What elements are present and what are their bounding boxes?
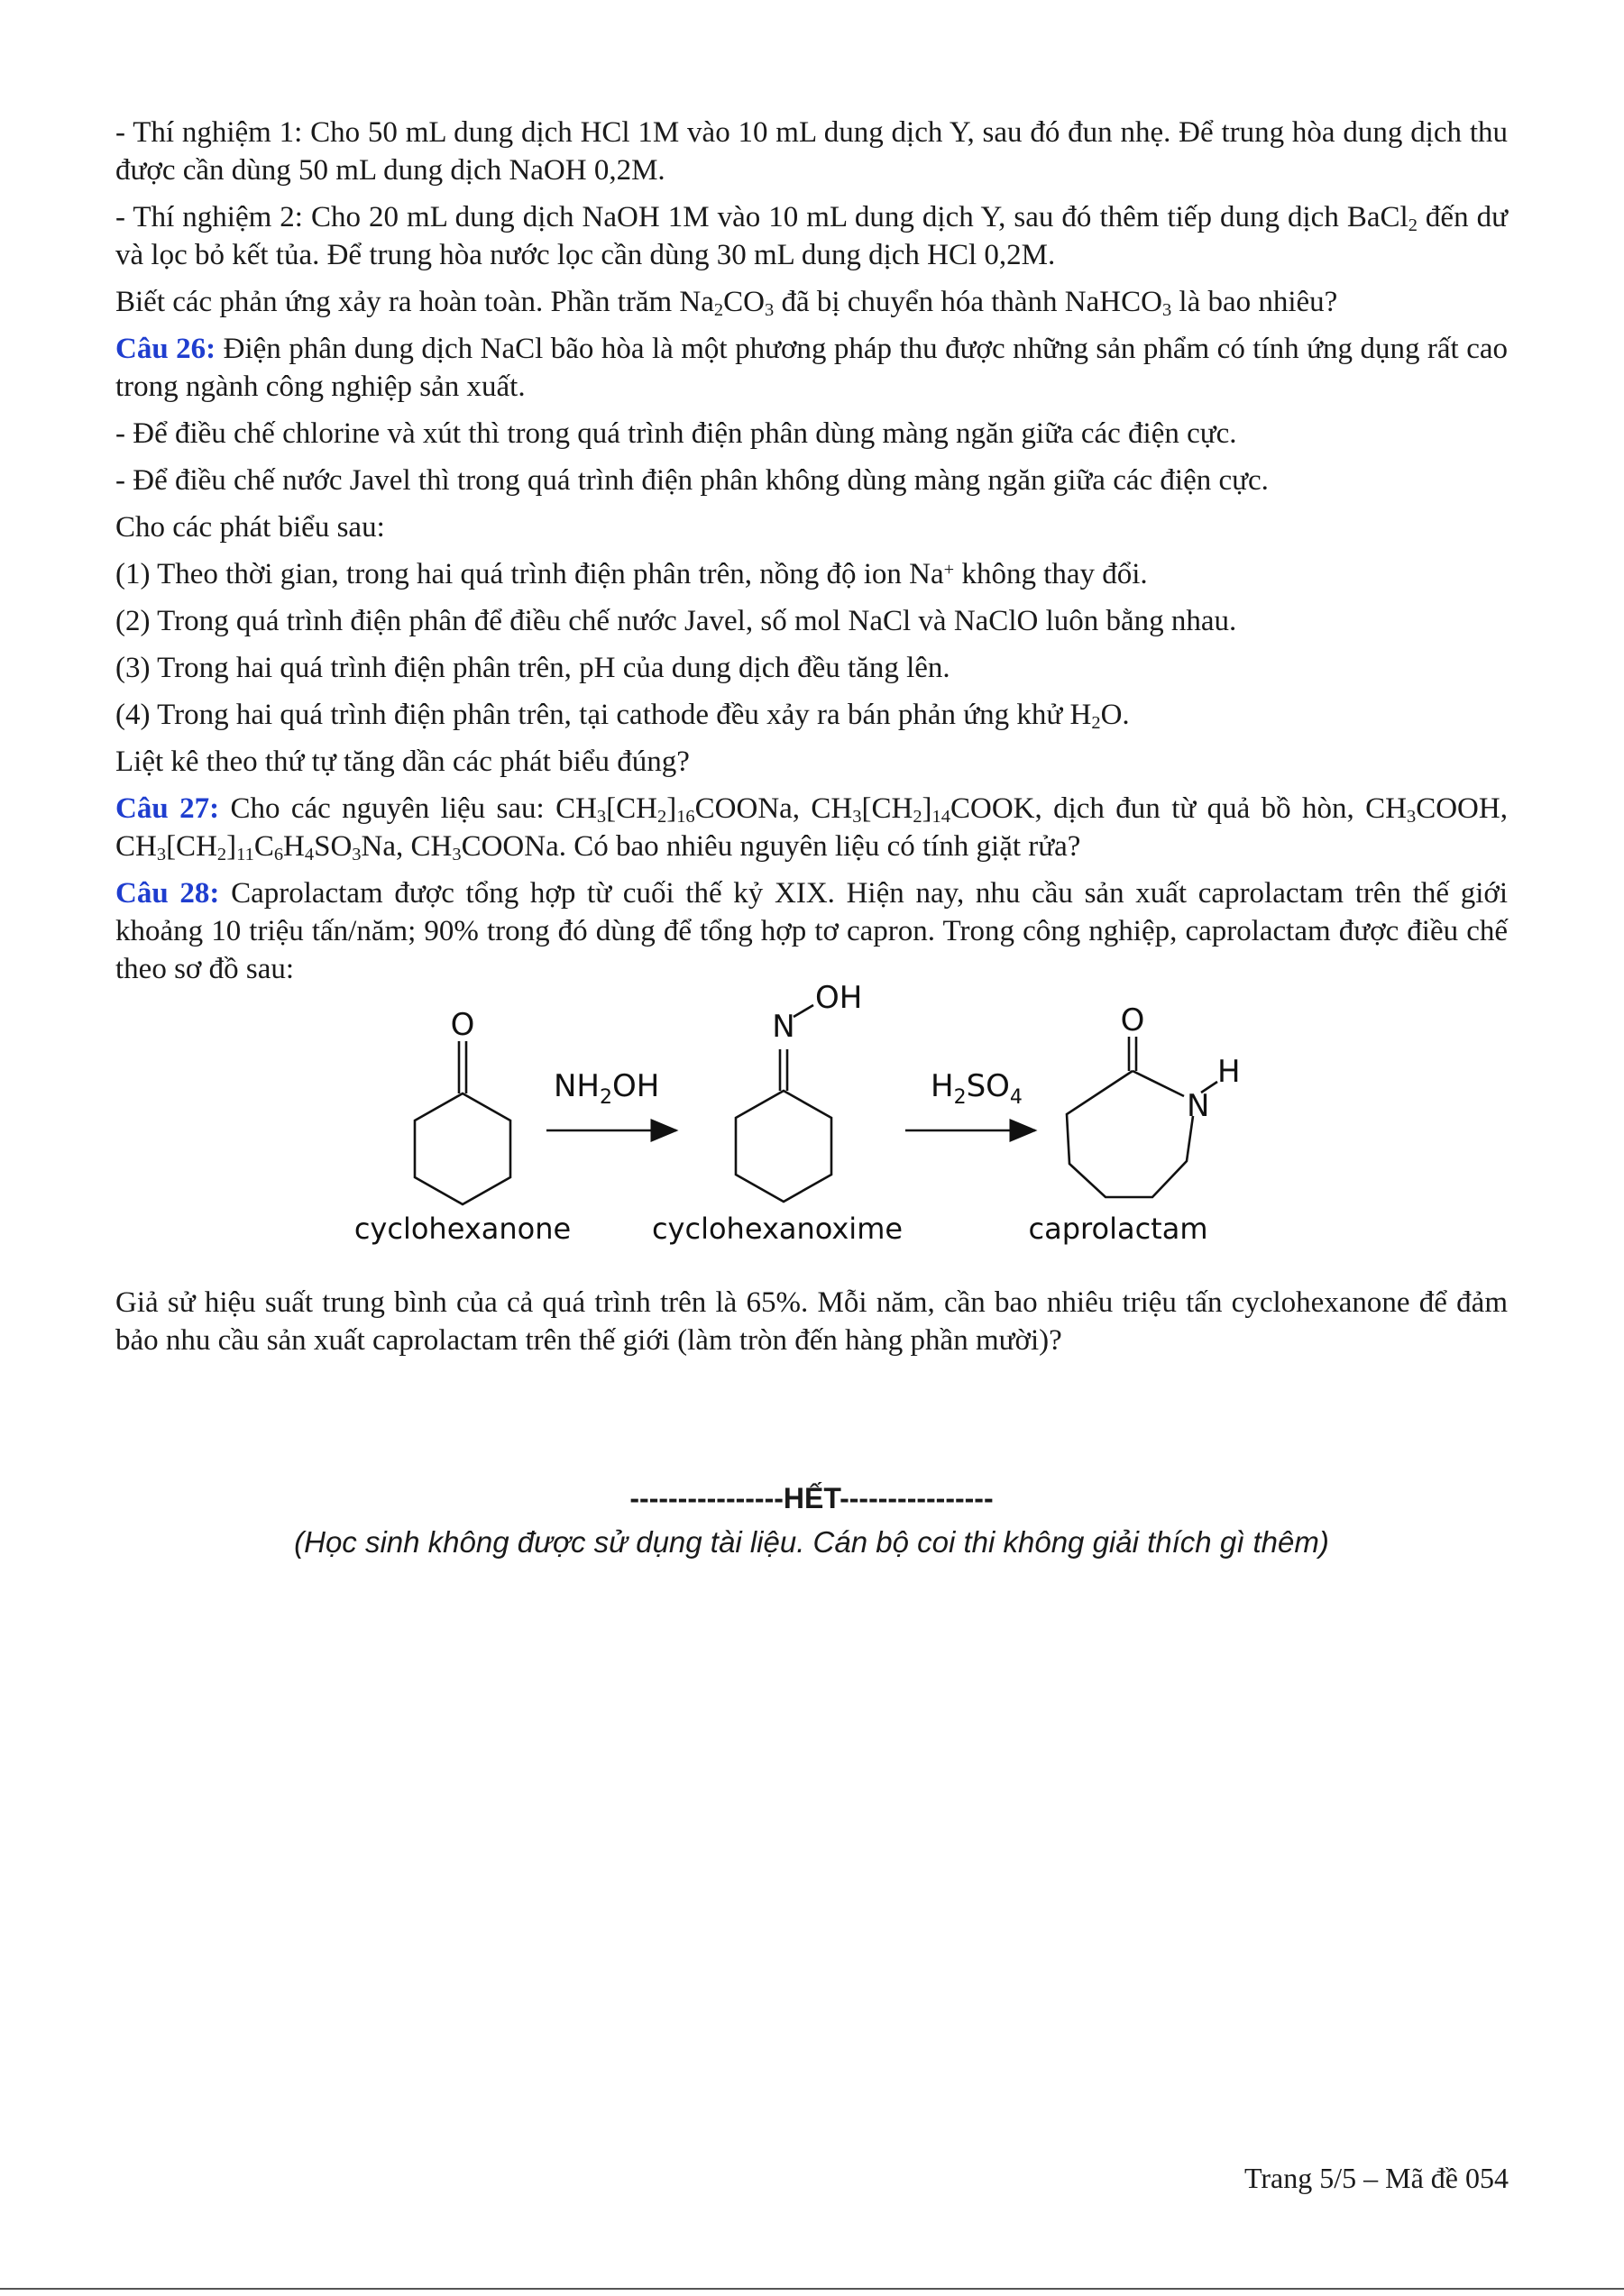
subscript: 14 bbox=[931, 807, 950, 828]
subscript: 16 bbox=[676, 807, 695, 828]
subscript: 3 bbox=[764, 300, 775, 321]
statement-4 bbox=[115, 696, 1508, 734]
subscript: 3 bbox=[1407, 807, 1417, 828]
end-block bbox=[115, 1478, 1508, 1563]
subscript: 4 bbox=[304, 845, 315, 865]
end-marker: ----------------HẾT---------------- bbox=[629, 1482, 994, 1514]
caprolactam-ring bbox=[1067, 1071, 1193, 1197]
end-note: (Học sinh không được sử dụng tài liệu. Cán bộ coi thi không giải thích gì thêm) bbox=[294, 1525, 1329, 1559]
cyclohexanone-ring bbox=[415, 1093, 510, 1204]
subscript: 11 bbox=[236, 845, 254, 865]
reagent-2 bbox=[931, 1068, 1023, 1109]
text: COOH, CH bbox=[115, 792, 1508, 863]
label-caprolactam: caprolactam bbox=[1028, 1212, 1208, 1246]
experiment-2 bbox=[115, 198, 1508, 274]
question-27 bbox=[115, 790, 1508, 865]
superscript: + bbox=[943, 559, 955, 580]
hydroxyl-group: OH bbox=[815, 980, 863, 1016]
text: COOK, dịch đun từ quả bồ hòn, CH bbox=[950, 792, 1407, 825]
text: đã bị chuyển hóa thành NaHCO bbox=[774, 286, 1162, 318]
text: Na, CH bbox=[361, 830, 453, 863]
statement-2: (2) Trong quá trình điện phân để điều chế nước Javel, số mol NaCl và NaClO luôn bằng nhau. bbox=[115, 605, 1237, 637]
text: OH bbox=[612, 1068, 660, 1104]
reaction-scheme-svg bbox=[353, 980, 1250, 1251]
subscript: 3 bbox=[852, 807, 862, 828]
subscript: 2 bbox=[216, 845, 227, 865]
text: là bao nhiêu? bbox=[1171, 286, 1338, 318]
subscript: 3 bbox=[352, 845, 362, 865]
subscript: 2 bbox=[1091, 713, 1101, 734]
question-26-line-2: - Để điều chế nước Javel thì trong quá trình điện phân không dùng màng ngăn giữa các điện cực. bbox=[115, 464, 1269, 497]
text: ] bbox=[226, 830, 237, 863]
statement-3: (3) Trong hai quá trình điện phân trên, pH của dung dịch đều tăng lên. bbox=[115, 652, 950, 684]
question-26-intro bbox=[115, 330, 1508, 406]
hydrogen-atom: H bbox=[1217, 1054, 1241, 1090]
text: H bbox=[931, 1068, 954, 1104]
label-cyclohexanoxime: cyclohexanoxime bbox=[651, 1212, 904, 1246]
oxygen-atom-1: O bbox=[450, 1007, 475, 1043]
question-28-intro bbox=[115, 874, 1508, 988]
question-26-question: Liệt kê theo thứ tự tăng dần các phát biểu đúng? bbox=[115, 746, 690, 778]
experiment-1: - Thí nghiệm 1: Cho 50 mL dung dịch HCl 1M vào 10 mL dung dịch Y, sau đó đun nhẹ. Để trung hòa dung dịch thu được cần dùng 50 mL dung dịch NaOH 0,2M. bbox=[115, 116, 1508, 187]
text: C bbox=[253, 830, 274, 863]
text: SO bbox=[314, 830, 353, 863]
text: COONa. Có bao nhiêu nguyên liệu có tính giặt rửa? bbox=[461, 830, 1081, 863]
reagent-1 bbox=[554, 1068, 659, 1109]
reaction-scheme bbox=[353, 980, 1250, 1251]
subscript: 3 bbox=[452, 845, 462, 865]
question-26-line-1: - Để điều chế chlorine và xút thì trong quá trình điện phân dùng màng ngăn giữa các điện cực. bbox=[115, 417, 1237, 450]
nitrogen-atom-oxime: N bbox=[772, 1009, 795, 1045]
text: [CH bbox=[166, 830, 217, 863]
text: O. bbox=[1100, 699, 1130, 731]
question-label: Câu 26: bbox=[115, 333, 216, 365]
question-26-prompt: Cho các phát biểu sau: bbox=[115, 511, 385, 544]
page-footer: Trang 5/5 – Mã đề 054 bbox=[1243, 2162, 1509, 2194]
subscript: 6 bbox=[273, 845, 284, 865]
nitrogen-atom-lactam: N bbox=[1187, 1088, 1210, 1124]
subscript: 2 bbox=[1408, 215, 1418, 236]
text: NH bbox=[554, 1068, 600, 1104]
text: Biết các phản ứng xảy ra hoàn toàn. Phần trăm Na bbox=[115, 286, 714, 318]
question-28-question: Giả sử hiệu suất trung bình của cả quá trình trên là 65%. Mỗi năm, cần bao nhiêu triệu tấn cyclohexanone để đảm bảo nhu cầu sản xuất caprolactam trên thế giới (làm tròn đến hàng phần mười)? bbox=[115, 1286, 1508, 1357]
question-label: Câu 28: bbox=[115, 877, 220, 910]
subscript: 2 bbox=[656, 807, 667, 828]
subscript: 2 bbox=[913, 807, 922, 828]
cyclohexanoxime-ring bbox=[736, 1091, 831, 1202]
text: không thay đổi. bbox=[954, 558, 1148, 590]
text: [CH bbox=[606, 792, 657, 825]
text: CO bbox=[723, 286, 765, 318]
text: đến dư và lọc bỏ kết tủa. Để trung hòa nước lọc cần dùng 30 mL dung dịch HCl 0,2M. bbox=[115, 201, 1508, 271]
text: H bbox=[283, 830, 305, 863]
subscript: 2 bbox=[953, 1086, 967, 1109]
question-label: Câu 27: bbox=[115, 792, 220, 825]
text: (4) Trong hai quá trình điện phân trên, tại cathode đều xảy ra bán phản ứng khử H bbox=[115, 699, 1092, 731]
text: COONa, CH bbox=[694, 792, 853, 825]
statement-1 bbox=[115, 555, 1508, 593]
subscript: 2 bbox=[600, 1086, 612, 1109]
text: SO bbox=[966, 1068, 1010, 1104]
subscript: 3 bbox=[596, 807, 607, 828]
text: (1) Theo thời gian, trong hai quá trình điện phân trên, nồng độ ion Na bbox=[115, 558, 944, 590]
text: Điện phân dung dịch NaCl bão hòa là một phương pháp thu được những sản phẩm có tính ứng dụng rất cao trong ngành công nghiệp sản xuất. bbox=[115, 333, 1508, 403]
subscript: 2 bbox=[713, 300, 724, 321]
text: ] bbox=[666, 792, 677, 825]
question-25-prompt bbox=[115, 283, 1508, 321]
text: ] bbox=[922, 792, 932, 825]
bottom-rule bbox=[0, 2288, 1624, 2290]
label-cyclohexanone: cyclohexanone bbox=[353, 1212, 572, 1246]
n-o-bond bbox=[794, 1005, 813, 1017]
subscript: 3 bbox=[156, 845, 167, 865]
text: Caprolactam được tổng hợp từ cuối thế kỷ XIX. Hiện nay, nhu cầu sản xuất caprolactam trên thế giới khoảng 10 triệu tấn/năm; 90% trong đó dùng để tổng hợp tơ capron. Trong công nghiệp, caprolactam được điều chế theo sơ đồ sau: bbox=[115, 877, 1508, 985]
text: [CH bbox=[861, 792, 913, 825]
text: - Thí nghiệm 2: Cho 20 mL dung dịch NaOH 1M vào 10 mL dung dịch Y, sau đó thêm tiếp dung dịch BaCl bbox=[115, 201, 1408, 233]
subscript: 3 bbox=[1161, 300, 1172, 321]
subscript: 4 bbox=[1009, 1086, 1023, 1109]
oxygen-atom-3: O bbox=[1120, 1002, 1145, 1038]
text: Cho các nguyên liệu sau: CH bbox=[219, 792, 597, 825]
